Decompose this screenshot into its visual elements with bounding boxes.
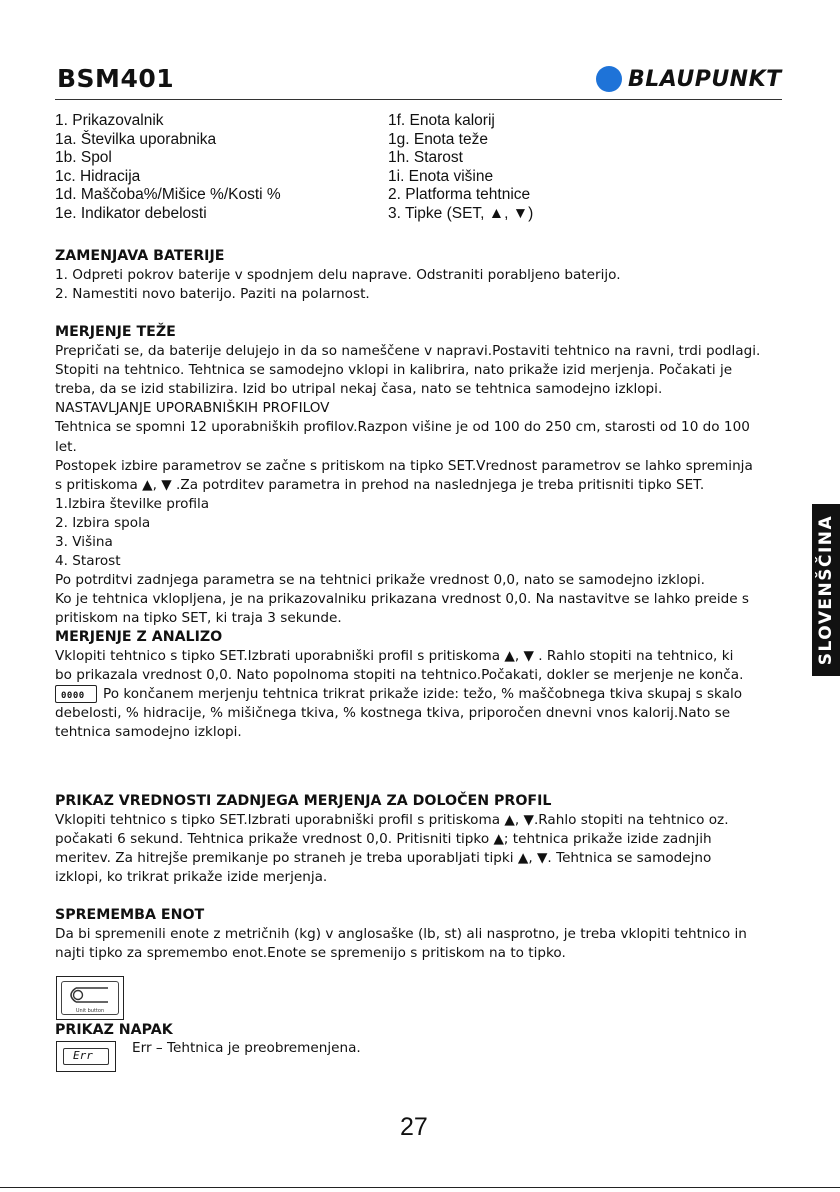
list-item: 1h. Starost	[388, 149, 463, 167]
paragraph-line: s pritiskoma ▲, ▼ .Za potrditev parametra in prehod na naslednjega je treba pritisniti tipko SET.	[55, 476, 705, 493]
parts-list-left	[55, 112, 281, 224]
section-heading: MERJENJE Z ANALIZO	[55, 629, 223, 645]
units-section	[55, 906, 787, 963]
paragraph-line: debelosti, % hidracije, % mišičnega tkiva, % kostnega tkiva, priporočen dnevni vnos kalorij.Nato se	[55, 705, 731, 722]
paragraph-line: let.	[55, 438, 77, 455]
list-item: 3. Tipke (SET, ▲, ▼)	[388, 204, 534, 222]
weighing-section	[55, 323, 787, 629]
last-measurement-section	[55, 792, 787, 887]
list-item: 1g. Enota teže	[388, 130, 488, 148]
paragraph-line-with-icon	[55, 685, 787, 704]
list-item: 1d. Maščoba%/Mišice %/Kosti %	[55, 186, 281, 204]
paragraph-line: Stopiti na tehtnico. Tehtnica se samodejno vklopi in kalibrira, nato prikaže izid merjenja. Počakati je	[55, 362, 733, 379]
paragraph-line: Postopek izbire parametrov se začne s pritiskom na tipko SET.Vrednost parametrov se lahko spreminja	[55, 457, 753, 474]
paragraph-line: 1.Izbira številke profila	[55, 495, 210, 512]
unit-button-icon	[61, 981, 119, 1015]
paragraph-line: najti tipko za spremembo enot.Enote se spremenijo s pritiskom na to tipko.	[55, 945, 566, 962]
analysis-section	[55, 628, 787, 743]
paragraph-text: Po končanem merjenju tehtnica trikrat prikaže izide: težo, % maščobnega tkiva skupaj s skalo	[103, 686, 743, 703]
paragraph-line: Po potrditvi zadnjega parametra se na tehtnici prikaže vrednost 0,0, nato se samodejno izklopi.	[55, 572, 705, 589]
language-label: SLOVENŠČINA	[816, 514, 836, 666]
paragraph-line: 2. Izbira spola	[55, 514, 151, 531]
paragraph-line: Vklopiti tehtnico s tipko SET.Izbrati uporabniški profil s pritiskoma ▲, ▼.Rahlo stopiti na tehtnico oz.	[55, 812, 729, 829]
list-item: 1b. Spol	[55, 149, 112, 167]
section-heading: SPREMEMBA ENOT	[55, 907, 205, 923]
paragraph-line: meritev. Za hitrejše premikanje po straneh je treba uporabljati tipki ▲, ▼. Tehtnica se samodejno	[55, 850, 712, 867]
brand-logo	[596, 66, 782, 92]
paragraph-line: 2. Namestiti novo baterijo. Paziti na polarnost.	[55, 286, 370, 303]
error-display-icon	[63, 1048, 109, 1065]
list-item: 1i. Enota višine	[388, 167, 494, 185]
section-heading: PRIKAZ VREDNOSTI ZADNJEGA MERJENJA ZA DOLOČEN PROFIL	[55, 793, 552, 809]
error-display-illustration	[56, 1041, 116, 1072]
error-display-text: Err	[73, 1049, 93, 1062]
paragraph-line: Tehtnica se spomni 12 uporabniških profilov.Razpon višine je od 100 do 250 cm, starosti od 10 do 100	[55, 419, 750, 436]
list-item: 1a. Številka uporabnika	[55, 130, 217, 148]
list-item: 1. Prikazovalnik	[55, 112, 164, 129]
unit-button-caption: Unit button	[75, 1008, 105, 1014]
language-side-tab	[812, 504, 840, 676]
section-heading: ZAMENJAVA BATERIJE	[55, 248, 225, 264]
model-name: BSM401	[57, 64, 175, 93]
parts-list-right	[388, 112, 533, 224]
battery-section	[55, 247, 787, 304]
paragraph-line: Err – Tehtnica je preobremenjena.	[132, 1040, 361, 1056]
lcd-display-icon	[55, 685, 97, 703]
brand-dot-icon	[596, 66, 622, 92]
list-item: 1c. Hidracija	[55, 167, 141, 185]
section-heading: PRIKAZ NAPAK	[55, 1022, 173, 1038]
paragraph-line: počakati 6 sekund. Tehtnica prikaže vrednost 0,0. Pritisniti tipko ▲; tehtnica prikaže izide zadnjih	[55, 831, 712, 848]
lcd-display-text: 0000	[61, 691, 85, 702]
paragraph-line: izklopi, ko trikrat prikaže izide merjenja.	[55, 869, 328, 886]
paragraph-line: 3. Višina	[55, 534, 113, 551]
paragraph-line: Da bi spremenili enote z metričnih (kg) v anglosaške (lb, st) ali nasprotno, je treba vklopiti tehtnico in	[55, 926, 747, 943]
paragraph-line: treba, da se izid stabilizira. Izid bo utripal nekaj časa, nato se tehtnica samodejno izklopi.	[55, 381, 663, 398]
paragraph-line: 4. Starost	[55, 553, 121, 570]
section-heading: MERJENJE TEŽE	[55, 324, 176, 340]
paragraph-line: NASTAVLJANJE UPORABNIŠKIH PROFILOV	[55, 400, 330, 417]
paragraph-line: bo prikazala vrednost 0,0. Nato popolnoma stopiti na tehtnico.Počakati, dokler se merjenje ne konča.	[55, 667, 744, 684]
list-item: 1f. Enota kalorij	[388, 112, 495, 129]
paragraph-line: Prepričati se, da baterije delujejo in da so nameščene v napravi.Postaviti tehtnico na ravni, trdi podlagi.	[55, 343, 761, 360]
paragraph-line: tehtnica samodejno izklopi.	[55, 724, 242, 741]
list-item: 2. Platforma tehtnice	[388, 186, 531, 204]
page-number: 27	[400, 1113, 428, 1141]
paragraph-line: Vklopiti tehtnico s tipko SET.Izbrati uporabniški profil s pritiskoma ▲, ▼ . Rahlo stopiti na tehtnico, ki	[55, 648, 734, 665]
brand-name: BLAUPUNKT	[628, 66, 782, 92]
errors-section	[55, 1021, 787, 1040]
paragraph-line: 1. Odpreti pokrov baterije v spodnjem delu naprave. Odstraniti porabljeno baterijo.	[55, 267, 621, 284]
footer-rule	[0, 1187, 840, 1188]
paragraph-line: pritiskom na tipko SET, ki traja 3 sekunde.	[55, 610, 342, 627]
unit-button-illustration	[56, 976, 124, 1020]
header-rule	[55, 99, 782, 100]
error-description	[132, 1039, 732, 1058]
paragraph-line: Ko je tehtnica vklopljena, je na prikazovalniku prikazana vrednost 0,0. Na nastavitve se lahko preide s	[55, 591, 750, 608]
list-item: 1e. Indikator debelosti	[55, 204, 207, 222]
